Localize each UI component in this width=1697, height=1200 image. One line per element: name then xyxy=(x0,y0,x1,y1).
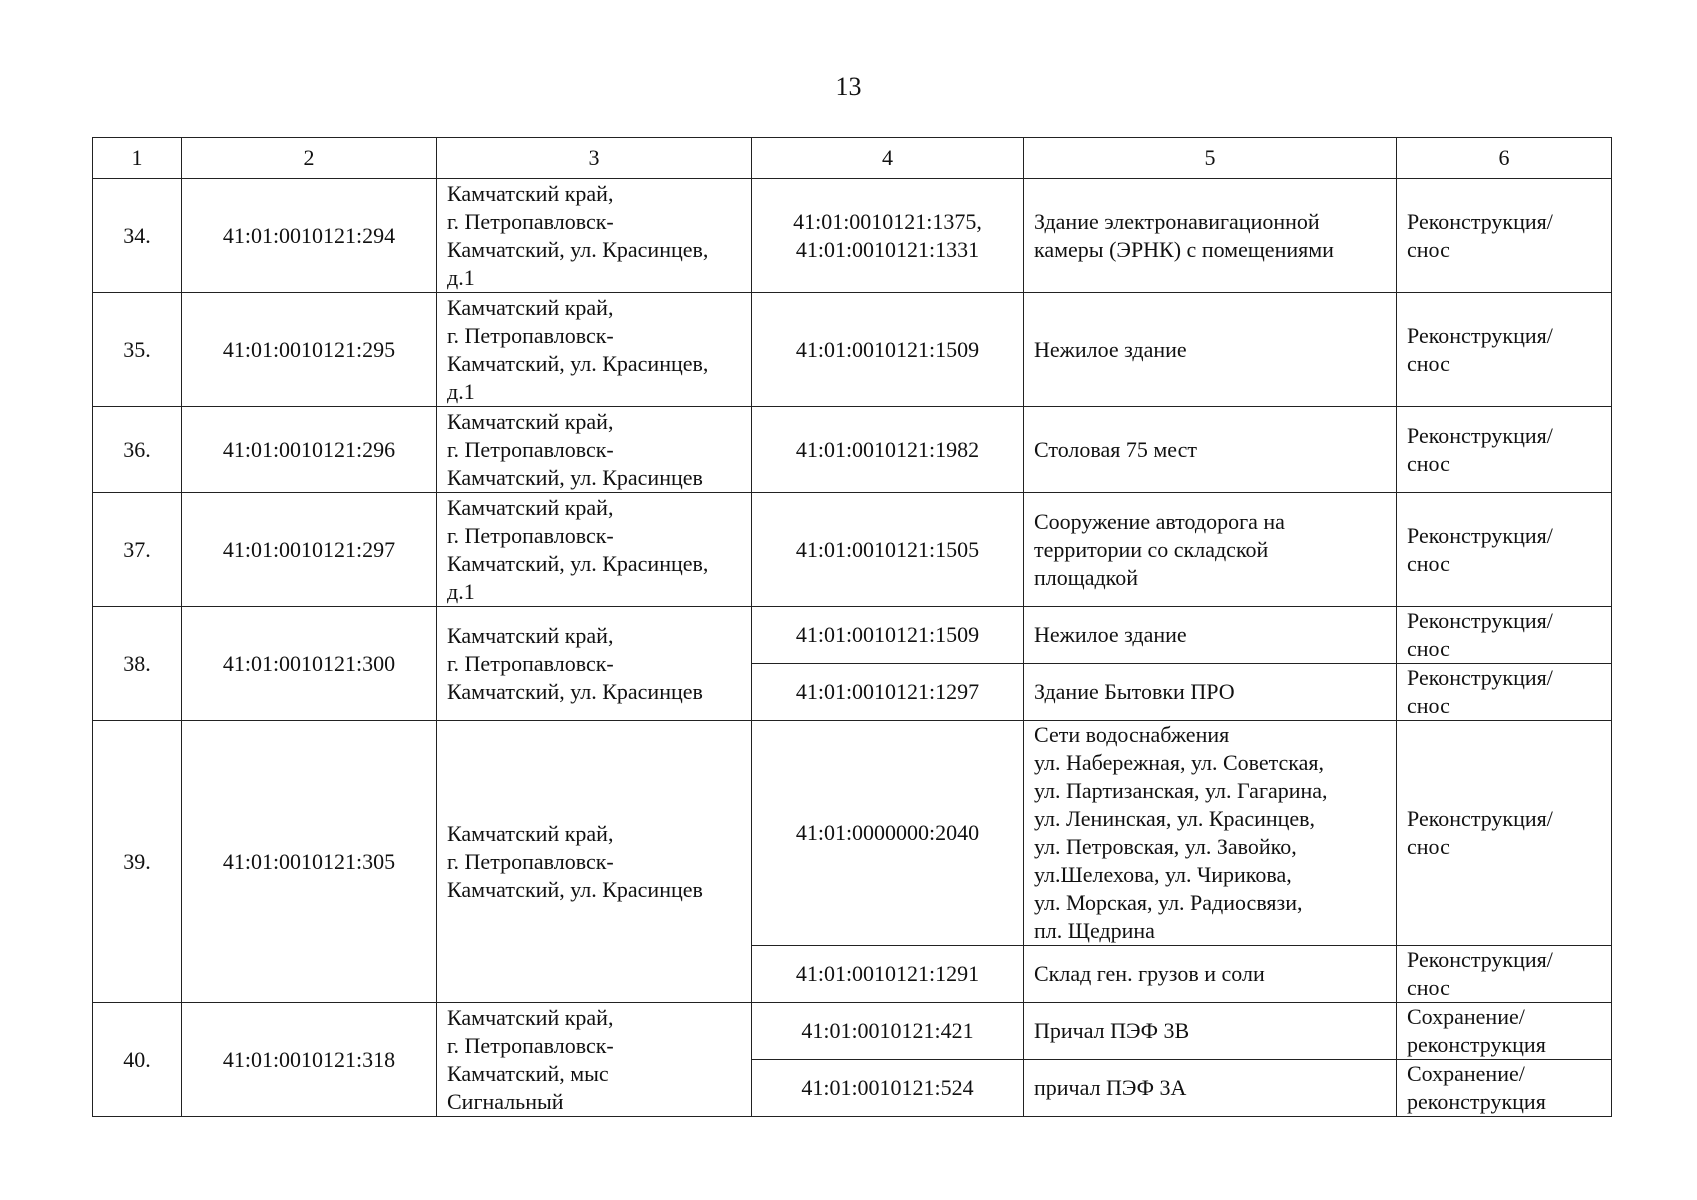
action-line: снос xyxy=(1407,350,1450,376)
address-line: Камчатский, ул. Красинцев, xyxy=(447,550,709,576)
object-number: 41:01:0010121:1375, xyxy=(793,208,982,234)
property-table xyxy=(92,137,1612,1117)
cadastral-number: 41:01:0010121:296 xyxy=(182,407,437,493)
action-line: снос xyxy=(1407,450,1450,476)
action-cell xyxy=(1397,1003,1612,1060)
address-cell xyxy=(437,607,752,721)
object-number: 41:01:0010121:1509 xyxy=(795,336,980,362)
object-name-line: ул. Набережная, ул. Советская, xyxy=(1034,750,1325,775)
object-name-line: ул. Петровская, ул. Завойко, xyxy=(1034,834,1297,859)
address-line: г. Петропавловск- xyxy=(447,1032,614,1058)
object-name-cell xyxy=(1024,493,1397,607)
address-line: Камчатский, ул. Красинцев xyxy=(447,464,703,490)
address-line: д.1 xyxy=(447,264,475,290)
action-line: снос xyxy=(1407,550,1450,576)
table-row xyxy=(93,179,1612,293)
object-name-cell xyxy=(1024,179,1397,293)
page-number: 13 xyxy=(835,72,862,101)
object-name-line: камеры (ЭРНК) с помещениями xyxy=(1034,236,1334,262)
address-cell xyxy=(437,721,752,1003)
row-number: 38. xyxy=(93,607,182,721)
address-line: г. Петропавловск- xyxy=(447,522,614,548)
action-line: Сохранение/ xyxy=(1407,1004,1525,1029)
object-number: 41:01:0010121:1297 xyxy=(795,679,980,704)
action-line: снос xyxy=(1407,636,1450,661)
object-name-cell xyxy=(1024,1003,1397,1060)
object-number: 41:01:0010121:524 xyxy=(801,1075,974,1100)
action-cell xyxy=(1397,179,1612,293)
address-line: г. Петропавловск- xyxy=(447,208,614,234)
address-line: г. Петропавловск- xyxy=(447,848,614,874)
action-cell xyxy=(1397,664,1612,721)
address-line: г. Петропавловск- xyxy=(447,650,614,676)
object-name-line: ул. Ленинская, ул. Красинцев, xyxy=(1034,806,1316,831)
row-number: 39. xyxy=(93,721,182,1003)
object-name-cell xyxy=(1024,721,1397,946)
action-cell xyxy=(1397,946,1612,1003)
action-line: Сохранение/ xyxy=(1407,1061,1525,1086)
action-line: реконструкция xyxy=(1407,1089,1546,1114)
object-name-line: Сети водоснабжения xyxy=(1034,722,1230,747)
object-name-line: Здание Бытовки ПРО xyxy=(1034,679,1235,704)
object-name-line: Здание электронавигационной xyxy=(1034,208,1320,234)
address-cell xyxy=(437,407,752,493)
row-number: 36. xyxy=(93,407,182,493)
object-name-line: площадкой xyxy=(1034,564,1138,590)
address-line: г. Петропавловск- xyxy=(447,436,614,462)
address-line: Камчатский, ул. Красинцев, xyxy=(447,236,709,262)
address-line: Сигнальный xyxy=(447,1088,564,1114)
table-row xyxy=(93,721,1612,946)
object-number: 41:01:0010121:1291 xyxy=(795,961,980,986)
object-number-cell xyxy=(752,407,1024,493)
address-cell xyxy=(437,293,752,407)
address-line: д.1 xyxy=(447,578,475,604)
object-name-line: Нежилое здание xyxy=(1034,622,1187,647)
object-name-cell xyxy=(1024,664,1397,721)
action-cell xyxy=(1397,607,1612,664)
table-row xyxy=(93,493,1612,607)
action-line: Реконструкция/ xyxy=(1407,806,1553,831)
object-name-line: причал ПЭФ 3А xyxy=(1034,1075,1187,1100)
object-number-cell xyxy=(752,293,1024,407)
column-header: 1 xyxy=(93,138,182,179)
action-line: Реконструкция/ xyxy=(1407,422,1553,448)
address-line: Камчатский край, xyxy=(447,1004,614,1030)
object-name-cell xyxy=(1024,407,1397,493)
action-line: снос xyxy=(1407,975,1450,1000)
object-number: 41:01:0010121:1331 xyxy=(795,236,980,262)
object-number: 41:01:0010121:421 xyxy=(801,1018,974,1043)
object-name-cell xyxy=(1024,607,1397,664)
action-line: Реконструкция/ xyxy=(1407,522,1553,548)
row-number: 34. xyxy=(93,179,182,293)
object-name-line: Склад ген. грузов и соли xyxy=(1034,961,1265,986)
table-row xyxy=(93,407,1612,493)
object-name-line: территории со складской xyxy=(1034,536,1269,562)
action-line: реконструкция xyxy=(1407,1032,1546,1057)
address-line: Камчатский, ул. Красинцев xyxy=(447,876,703,902)
address-line: Камчатский край, xyxy=(447,820,614,846)
action-line: снос xyxy=(1407,693,1450,718)
cadastral-number: 41:01:0010121:297 xyxy=(182,493,437,607)
cadastral-number: 41:01:0010121:294 xyxy=(182,179,437,293)
object-name-line: ул. Морская, ул. Радиосвязи, xyxy=(1034,890,1303,915)
action-cell xyxy=(1397,293,1612,407)
column-header: 2 xyxy=(182,138,437,179)
cadastral-number: 41:01:0010121:295 xyxy=(182,293,437,407)
address-line: Камчатский край, xyxy=(447,180,614,206)
address-cell xyxy=(437,179,752,293)
address-line: Камчатский, ул. Красинцев, xyxy=(447,350,709,376)
column-header: 4 xyxy=(752,138,1024,179)
object-name-cell xyxy=(1024,946,1397,1003)
object-number-cell xyxy=(752,1060,1024,1117)
object-name-line: ул.Шелехова, ул. Чирикова, xyxy=(1034,862,1292,887)
row-number: 40. xyxy=(93,1003,182,1117)
object-number: 41:01:0000000:2040 xyxy=(795,820,980,845)
object-number: 41:01:0010121:1982 xyxy=(795,436,980,462)
object-number: 41:01:0010121:1509 xyxy=(795,622,980,647)
object-name-line: Столовая 75 мест xyxy=(1034,436,1197,462)
address-line: Камчатский край, xyxy=(447,622,614,648)
row-number: 35. xyxy=(93,293,182,407)
column-header: 6 xyxy=(1397,138,1612,179)
action-line: снос xyxy=(1407,236,1450,262)
action-line: Реконструкция/ xyxy=(1407,665,1553,690)
action-cell xyxy=(1397,407,1612,493)
object-name-cell xyxy=(1024,1060,1397,1117)
object-number-cell xyxy=(752,179,1024,293)
object-number-cell xyxy=(752,1003,1024,1060)
object-name-line: ул. Партизанская, ул. Гагарина, xyxy=(1034,778,1328,803)
address-line: Камчатский, ул. Красинцев xyxy=(447,678,703,704)
column-header: 3 xyxy=(437,138,752,179)
address-line: д.1 xyxy=(447,378,475,404)
row-number: 37. xyxy=(93,493,182,607)
object-number-cell xyxy=(752,607,1024,664)
action-cell xyxy=(1397,721,1612,946)
address-cell xyxy=(437,493,752,607)
object-number-cell xyxy=(752,493,1024,607)
action-line: Реконструкция/ xyxy=(1407,208,1553,234)
cadastral-number: 41:01:0010121:300 xyxy=(182,607,437,721)
object-name-line: Сооружение автодорога на xyxy=(1034,508,1285,534)
table-row xyxy=(93,293,1612,407)
table-row xyxy=(93,1003,1612,1060)
address-line: Камчатский, мыс xyxy=(447,1060,609,1086)
object-number-cell xyxy=(752,721,1024,946)
table-row xyxy=(93,607,1612,664)
object-number: 41:01:0010121:1505 xyxy=(795,536,980,562)
column-header: 5 xyxy=(1024,138,1397,179)
action-line: Реконструкция/ xyxy=(1407,608,1553,633)
object-name-line: Нежилое здание xyxy=(1034,336,1187,362)
address-line: г. Петропавловск- xyxy=(447,322,614,348)
object-number-cell xyxy=(752,664,1024,721)
address-line: Камчатский край, xyxy=(447,408,614,434)
action-cell xyxy=(1397,1060,1612,1117)
cadastral-number: 41:01:0010121:318 xyxy=(182,1003,437,1117)
address-line: Камчатский край, xyxy=(447,294,614,320)
object-name-line: Причал ПЭФ 3В xyxy=(1034,1018,1190,1043)
address-line: Камчатский край, xyxy=(447,494,614,520)
action-line: Реконструкция/ xyxy=(1407,947,1553,972)
object-number-cell xyxy=(752,946,1024,1003)
address-cell xyxy=(437,1003,752,1117)
header-row xyxy=(93,138,1612,179)
cadastral-number: 41:01:0010121:305 xyxy=(182,721,437,1003)
action-cell xyxy=(1397,493,1612,607)
object-name-cell xyxy=(1024,293,1397,407)
action-line: Реконструкция/ xyxy=(1407,322,1553,348)
action-line: снос xyxy=(1407,834,1450,859)
object-name-line: пл. Щедрина xyxy=(1034,918,1155,943)
